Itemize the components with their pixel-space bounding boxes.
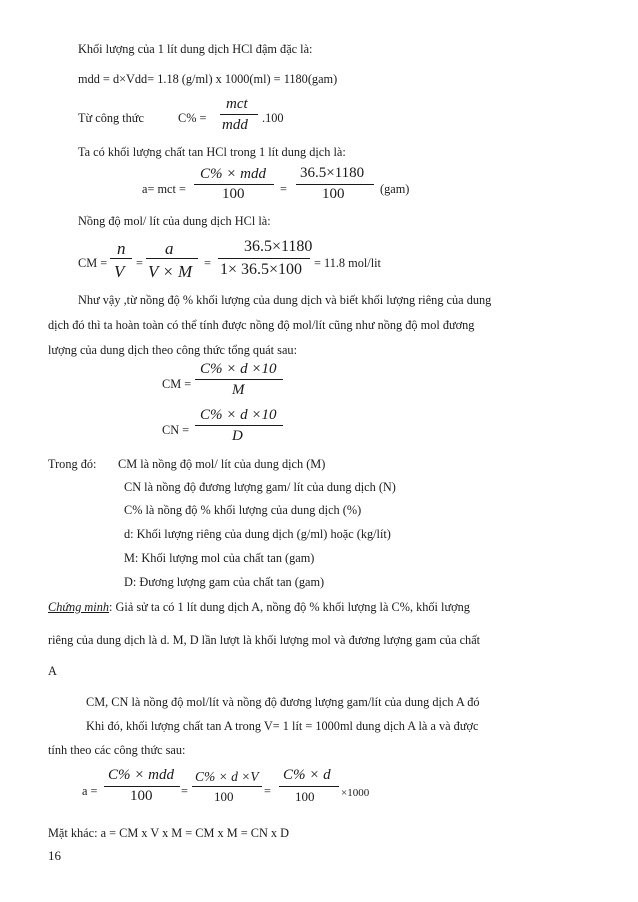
cm-formula-den: M (232, 382, 245, 398)
text-times100: .100 (262, 111, 284, 125)
frac-n-bar (110, 258, 132, 259)
cn-formula-bar (195, 425, 283, 426)
frac3-num: 36.5×1180 (244, 238, 313, 255)
frac1-den: 100 (222, 186, 245, 202)
proof-f3-den: 100 (295, 789, 315, 804)
cn-formula-num: C% × d ×10 (200, 407, 277, 423)
text-cm-eq: CM = (78, 256, 108, 270)
def-item-cn: CN là nồng độ đương lượng gam/ lít của dung dịch (N) (124, 480, 396, 494)
frac3-bar (218, 258, 310, 259)
proof-label: Chứng minh (48, 600, 110, 614)
frac-mdd-den: mdd (222, 117, 248, 133)
frac2-num: 36.5×1180 (300, 165, 365, 181)
proof-f2-num: C% × d ×V (195, 769, 259, 784)
proof-line4: CM, CN là nồng độ mol/lít và nồng độ đương lượng gam/lít của dung dịch A đó (86, 695, 480, 709)
def-item-m: M: Khối lượng mol của chất tan (gam) (124, 551, 315, 565)
proof-line1 (48, 600, 470, 614)
proof-line1-text: : Giả sử ta có 1 lít dung dịch A, nồng độ % khối lượng là C%, khối lượng (109, 600, 470, 614)
text-solute-intro: Ta có khối lượng chất tan HCl trong 1 lít dung dịch là: (78, 145, 346, 159)
proof-line2: riêng của dung dịch là d. M, D lần lượt là khối lượng mol và đương lượng gam của chất (48, 633, 481, 647)
para2-line3: lượng của dung dịch theo công thức tổng quát sau: (48, 343, 297, 357)
proof-f1-bar (104, 786, 180, 787)
def-item-cpct: C% là nồng độ % khối lượng của dung dịch (%) (124, 503, 362, 517)
proof-line6: tính theo các công thức sau: (48, 743, 186, 757)
frac-bar-mct (220, 114, 258, 115)
text-molar-intro: Nồng độ mol/ lít của dung dịch HCl là: (78, 214, 271, 228)
cm-formula-label: CM = (162, 377, 192, 391)
proof-f3-bar (279, 786, 339, 787)
proof-a-eq: a = (82, 784, 98, 798)
text-formula-intro: Từ công thức (78, 111, 144, 125)
proof-line5: Khi đó, khối lượng chất tan A trong V= 1 lít = 1000ml dung dịch A là a và được (86, 719, 479, 733)
proof-eq-2: = (264, 784, 271, 798)
frac-a-bar (146, 258, 198, 259)
def-item-cm: CM là nồng độ mol/ lít của dung dịch (M) (118, 457, 326, 471)
text-gam-unit: (gam) (380, 182, 410, 196)
proof-line3: A (48, 664, 57, 678)
defs-where: Trong đó: (48, 457, 97, 471)
proof-f1-den: 100 (130, 788, 153, 804)
frac3-den: 1× 36.5×100 (220, 261, 303, 278)
text-hcl-mass-intro: Khối lượng của 1 lít dung dịch HCl đậm đặc là: (78, 42, 313, 56)
cn-formula-den: D (232, 428, 243, 444)
def-item-dd: D: Đương lượng gam của chất tan (gam) (124, 575, 325, 589)
proof-x1000: ×1000 (341, 787, 370, 799)
proof-f2-den: 100 (214, 789, 234, 804)
frac-v-den: V (114, 262, 125, 281)
text-molar-result: = 11.8 mol/lit (314, 256, 381, 270)
proof-eq-1: = (181, 784, 188, 798)
page-number: 16 (48, 848, 61, 863)
proof-last-line: Mặt khác: a = CM x V x M = CM x M = CN x D (48, 826, 290, 840)
frac1-num: C% × mdd (200, 166, 266, 182)
def-item-d: d: Khối lượng riêng của dung dịch (g/ml) hoặc (kg/lít) (124, 527, 391, 541)
eq-sign-1: = (280, 182, 287, 196)
frac2-den: 100 (322, 186, 345, 202)
frac-mct-num: mct (226, 96, 248, 112)
text-a-mct-eq: a= mct = (142, 182, 186, 196)
proof-f2-bar (192, 786, 262, 787)
eq-sign-3: = (204, 256, 211, 270)
frac1-bar (194, 184, 274, 185)
proof-f3-num: C% × d (283, 767, 331, 783)
frac-a-num: a (165, 239, 174, 258)
cm-formula-num: C% × d ×10 (200, 361, 277, 377)
text-mdd-line: mdd = d×Vdd= 1.18 (g/ml) x 1000(ml) = 1180(gam) (78, 72, 338, 86)
proof-f1-num: C% × mdd (108, 767, 174, 783)
text-cpct-label: C% = (178, 111, 207, 125)
cm-formula-bar (195, 379, 283, 380)
frac-n-num: n (117, 239, 126, 258)
para2-line2: dịch đó thì ta hoàn toàn có thể tính được nồng độ mol/lít cũng như nồng độ mol đương (48, 318, 475, 332)
frac2-bar (296, 184, 374, 185)
para2-line1: Như vậy ,từ nồng độ % khối lượng của dung dịch và biết khối lượng riêng của dung (78, 293, 492, 307)
eq-sign-2: = (136, 256, 143, 270)
frac-vm-den: V × M (148, 262, 193, 281)
cn-formula-label: CN = (162, 423, 190, 437)
